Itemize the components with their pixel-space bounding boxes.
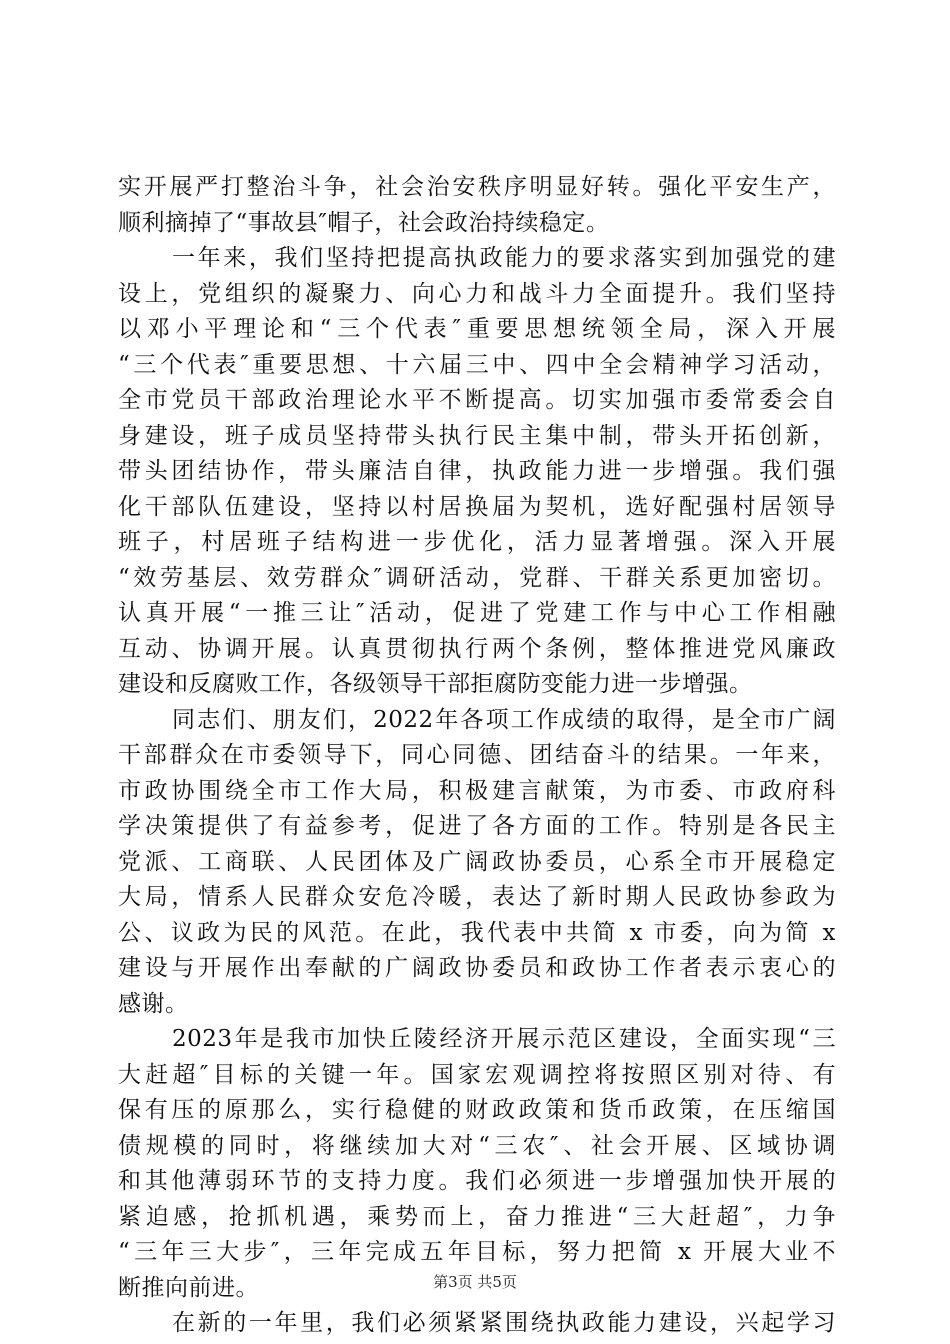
text-line: 紧迫感，抢抓机遇，乘势而上，奋力推进“三大赶超″，力争 <box>118 1203 836 1230</box>
text-line: 以邓小平理论和“三个代表″重要思想统领全局，深入开展 <box>118 316 836 342</box>
text-line: 市政协围绕全市工作大局，积极建言献策，为市委、市政府科 <box>118 777 836 804</box>
text-line: “三个代表″重要思想、十六届三中、四中全会精神学习活动， <box>118 351 836 378</box>
text-line: 同志们、朋友们，2022年各项工作成绩的取得，是全市广阔 <box>172 706 836 733</box>
text-line: 大赶超″目标的关键一年。国家宏观调控将按照区别对待、有 <box>118 1061 836 1088</box>
text-line: 身建设，班子成员坚持带头执行民主集中制，带头开拓创新， <box>118 422 836 449</box>
paragraph <box>118 1306 836 1342</box>
text-line: 公、议政为民的风范。在此，我代表中共简 x 市委，向为简 x <box>118 919 836 946</box>
text-line: 2023年是我市加快丘陵经济开展示范区建设，全面实现“三 <box>172 1026 836 1052</box>
text-line: 实开展严打整治斗争，社会治安秩序明显好转。强化平安生产， <box>118 174 836 200</box>
text-line: “效劳基层、效劳群众″调研活动，党群、干群关系更加密切。 <box>118 564 836 591</box>
text-line: 互动、协调开展。认真贯彻执行两个条例，整体推进党风廉政 <box>118 635 836 662</box>
text-line: 全市党员干部政治理论水平不断提高。切实加强市委常委会自 <box>118 387 836 413</box>
paragraph <box>118 1022 836 1306</box>
text-line: 在新的一年里，我们必须紧紧围绕执政能力建设，兴起学习 <box>172 1310 836 1336</box>
text-line: 学决策提供了有益参考，促进了各方面的工作。特别是各民主 <box>118 813 836 839</box>
text-line: 感谢。 <box>118 990 189 1017</box>
text-line: 化干部队伍建设，坚持以村居换届为契机，选好配强村居领导 <box>118 493 836 520</box>
text-line: 一年来，我们坚持把提高执政能力的要求落实到加强党的建 <box>172 245 836 271</box>
paragraph <box>118 170 836 241</box>
text-line: 保有压的原那么，实行稳健的财政政策和货币政策，在压缩国 <box>118 1097 836 1123</box>
paragraph <box>118 241 836 703</box>
text-line: 断推向前进。 <box>118 1274 259 1301</box>
text-line: 顺利摘掉了“事故县″帽子，社会政治持续稳定。 <box>118 209 610 236</box>
page-number-footer: 第3页 共5页 <box>433 1273 517 1291</box>
text-line: 带头团结协作，带头廉洁自律，执政能力进一步增强。我们强 <box>118 458 836 484</box>
text-line: 认真开展“一推三让″活动，促进了党建工作与中心工作相融 <box>118 600 836 626</box>
text-line: 干部群众在市委领导下，同心同德、团结奋斗的结果。一年来， <box>118 742 836 768</box>
text-line: 班子，村居班子结构进一步优化，活力显著增强。深入开展 <box>118 529 836 555</box>
text-line: 债规模的同时，将继续加大对“三农″、社会开展、区域协调 <box>118 1132 836 1159</box>
document-body <box>118 170 836 1342</box>
text-line: 建设与开展作出奉献的广阔政协委员和政协工作者表示衷心的 <box>118 955 836 981</box>
text-line: 设上，党组织的凝聚力、向心力和战斗力全面提升。我们坚持 <box>118 280 836 307</box>
text-line: 大局，情系人民群众安危冷暖，表达了新时期人民政协参政为 <box>118 884 836 910</box>
paragraph <box>118 703 836 1023</box>
text-line: 和其他薄弱环节的支持力度。我们必须进一步增强加快开展的 <box>118 1168 836 1194</box>
text-line: 党派、工商联、人民团体及广阔政协委员，心系全市开展稳定 <box>118 848 836 875</box>
text-line: “三年三大步″，三年完成五年目标，努力把简 x 开展大业不 <box>118 1239 836 1265</box>
text-line: 建设和反腐败工作，各级领导干部拒腐防变能力进一步增强。 <box>118 671 753 697</box>
